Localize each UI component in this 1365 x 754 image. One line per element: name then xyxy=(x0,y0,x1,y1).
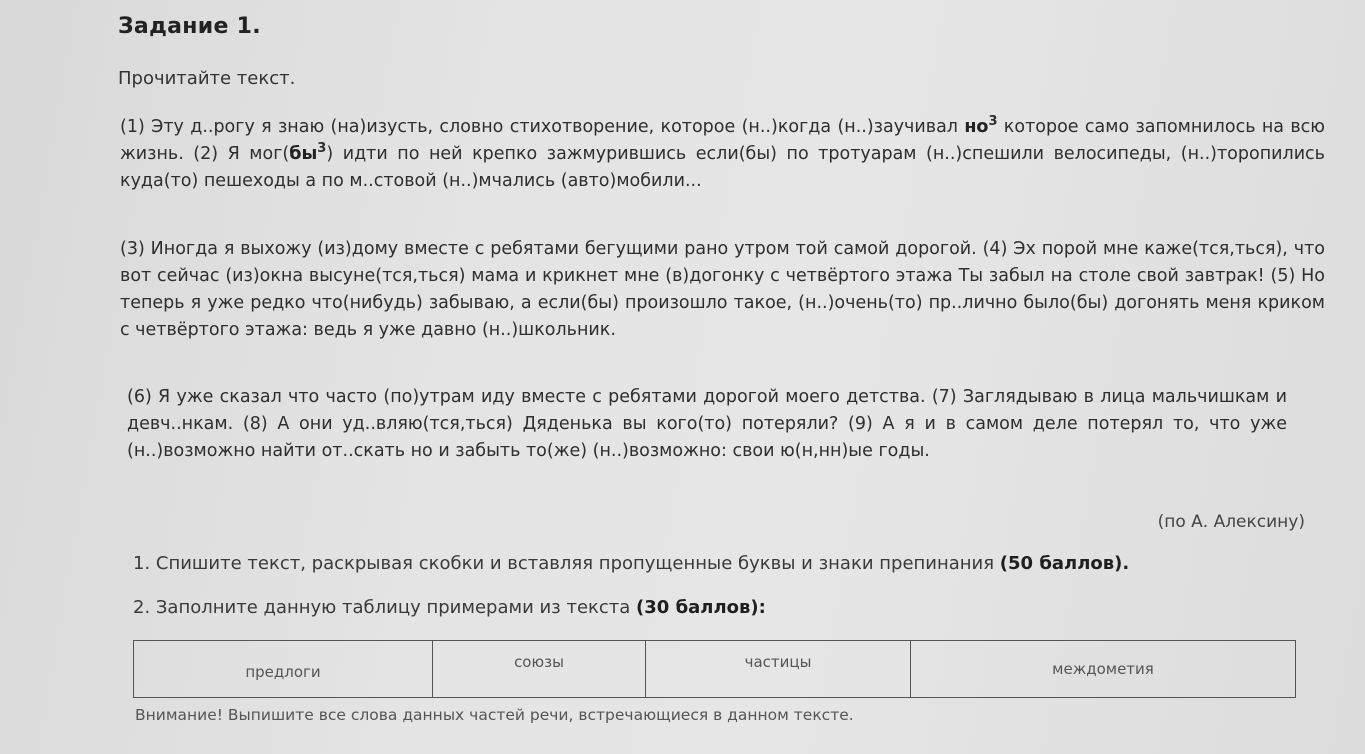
paragraph-1 xyxy=(120,114,1325,195)
task-1-points: (50 баллов). xyxy=(999,553,1130,574)
superscript-mark: 3 xyxy=(988,114,998,130)
paragraph-2: (3) Иногда я выхожу (из)дому вместе с ребятами бегущими рано утром той самой дорогой. (4) Эх порой мне каже(тся,ться), что вот сейчас (из)окна высуне(тся,ться) мама и крикнет мне (в)догонку с четвёртого этажа Ты забыл на столе свой завтрак! (5) Но теперь я уже редко что(нибудь) забываю, а если(бы) произошло такое, (н..)очень(то) пр..лично было(бы) догонять меня криком с четвёртого этажа: ведь я уже давно (н..)школьник. xyxy=(120,239,1325,340)
marked-word-no: но xyxy=(964,117,989,137)
superscript-mark: 3 xyxy=(317,141,327,157)
attention-note: Внимание! Выпишите все слова данных частей речи, встречающиеся в данном тексте. xyxy=(135,706,854,724)
paragraph-1-part-a: (1) Эту д..рогу я знаю (на)изусть, словно стихотворение, которое (н..)когда (н..)заучивал xyxy=(120,117,965,137)
table-header-particles: частицы xyxy=(646,641,911,698)
table-header-interjections: междометия xyxy=(911,641,1296,698)
task-title: Задание 1. xyxy=(118,14,261,39)
paragraph-1-part-c: ) идти по ней крепко зажмурившись если(бы) по тротуарам (н..)спешили велосипеды, (н..)торопились куда(то) пешеходы а по м..стовой (н..)мчались (авто)мобили... xyxy=(120,144,1325,191)
task-2 xyxy=(133,597,766,618)
marked-word-by: бы xyxy=(289,144,318,164)
table-header-conjunctions: союзы xyxy=(433,641,646,698)
task-1-text: 1. Спишите текст, раскрывая скобки и вставляя пропущенные буквы и знаки препинания xyxy=(133,553,1000,574)
task-2-text: 2. Заполните данную таблицу примерами из текста xyxy=(133,597,637,618)
intro-text: Прочитайте текст. xyxy=(118,68,296,89)
author-attribution: (по А. Алексину) xyxy=(1157,512,1305,532)
paragraph-3: (6) Я уже сказал что часто (по)утрам иду вместе с ребятами дорогой моего детства. (7) Заглядываю в лица мальчишкам и девч..нкам. (8) А они уд..вляю(тся,ться) Дяденька вы кого(то) потеряли? (9) А я и в самом деле потерял то, что уже (н..)возможно найти от..скать но и забыть то(же) (н..)возможно: свои ю(н,нн)ые годы. xyxy=(127,387,1287,461)
task-1 xyxy=(133,553,1129,574)
parts-of-speech-table xyxy=(133,640,1296,698)
task-2-points: (30 баллов): xyxy=(636,597,766,618)
paragraph-1-part-b: которое само запомнилось на всю жизнь. (2) Я мог( xyxy=(120,117,1325,164)
table-header-prepositions: предлоги xyxy=(134,641,433,698)
table-header-row xyxy=(134,641,1296,698)
